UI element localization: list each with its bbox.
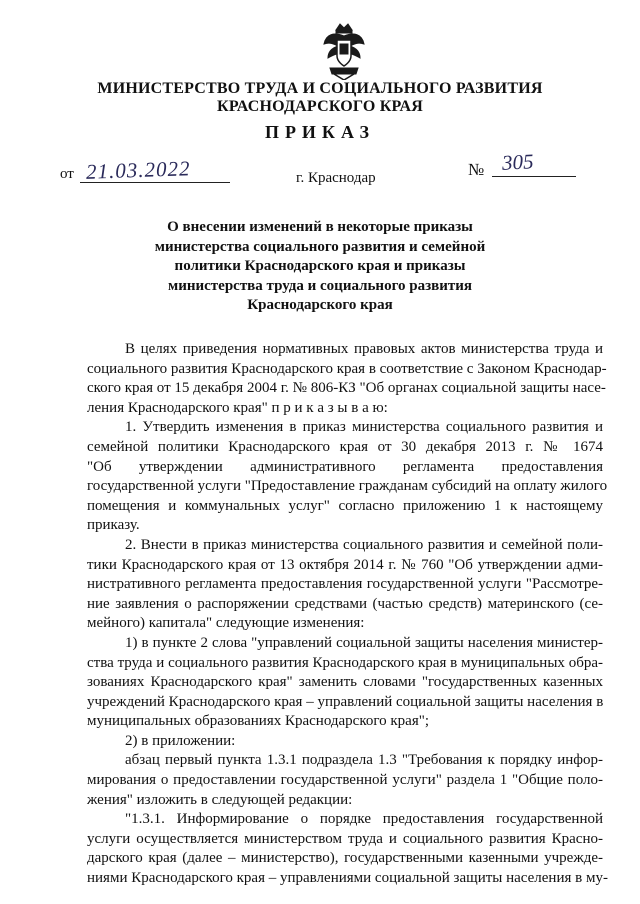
body-line: ства труда и социального развития Краснодарского края в муниципальных обра- [87,654,603,671]
body-line: семейной политики Краснодарского края от 30 декабря 2013 г. № 1674 [87,438,603,455]
coat-of-arms-emblem [322,22,366,80]
body-line: государственной услуги "Предоставление гражданам субсидий на оплату жилого [87,478,608,495]
ministry-name-line2: КРАСНОДАРСКОГО КРАЯ [217,98,423,115]
body-line: муниципальных образованиях Краснодарского края"; [87,713,430,730]
body-line: 1) в пункте 2 слова "управлений социальной защиты населения министер- [125,634,603,651]
number-prefix: № [468,160,485,179]
body-line: социального развития Краснодарского края в соответствие с Законом Краснодар- [87,360,607,377]
body-line: дарского края (далее – министерство), государственными казенными учрежде- [87,850,603,867]
date-prefix: от [60,166,74,182]
body-line: тики Краснодарского края от 13 октября 2014 г. № 760 "Об утверждении адми- [87,556,603,573]
title-line: Краснодарского края [247,297,393,313]
body-line: мирования о предоставлении государственной услуги" раздела 1 "Общие поло- [87,772,603,789]
body-line: ления Краснодарского края" п р и к а з ы в а ю: [87,399,388,416]
handwritten-date: 21.03.2022 [85,156,191,184]
body-line: услуги осуществляется министерством труда и социального развития Красно- [87,830,603,847]
body-line: ниями Краснодарского края – управлениями социальной защиты населения в му- [87,870,608,887]
body-line: "1.3.1. Информирование о порядке предоставления государственной [125,811,603,828]
title-line: О внесении изменений в некоторые приказы [167,219,473,235]
body-line: жения" изложить в следующей редакции: [87,791,353,808]
body-line: нистративного регламента предоставления государственной услуги "Рассмотре- [87,576,603,593]
body-line: приказу. [87,517,140,534]
body-line: ние заявления о распоряжении средствами (частью средств) материнского (се- [87,595,603,612]
date-number-row [0,149,640,192]
body-line: учреждений Краснодарского края – управлений социальной защиты населения в [87,693,604,710]
handwritten-number: 305 [501,149,535,175]
title-line: политики Краснодарского края и приказы [174,258,466,274]
body-line: В целях приведения нормативных правовых актов министерства труда и [125,341,603,357]
ministry-name-line1: МИНИСТЕРСТВО ТРУДА И СОЦИАЛЬНОГО РАЗВИТИЯ [97,80,543,97]
body-line: мейного) капитала" следующие изменения: [87,615,365,632]
body-line: ского края от 15 декабря 2004 г. № 806-КЗ "Об органах социальной защиты насе- [87,380,606,397]
body-line: абзац первый пункта 1.3.1 подраздела 1.3 "Требования к порядку инфор- [125,752,603,769]
title-line: министерства социального развития и семейной [154,238,486,255]
body-line: "Об утверждении административного регламента предоставления [87,458,603,475]
body-line: зованиях Краснодарского края" заменить словами "государственных казенных [87,674,603,691]
document-body [87,340,608,889]
title-line: министерства труда и социального развития [167,277,473,294]
body-line: 1. Утвердить изменения в приказ министерства социального развития и [125,419,603,436]
body-line: 2. Внести в приказ министерства социального развития и семейной поли- [125,536,603,553]
number-underline [492,176,576,177]
city-label: г. Краснодар [296,170,376,186]
document-title [120,218,520,316]
body-line: помещения и коммунальных услуг" согласно приложению 1 к настоящему [87,497,603,514]
body-line: 2) в приложении: [125,732,236,749]
document-type-heading: ПРИКАЗ [264,122,376,142]
